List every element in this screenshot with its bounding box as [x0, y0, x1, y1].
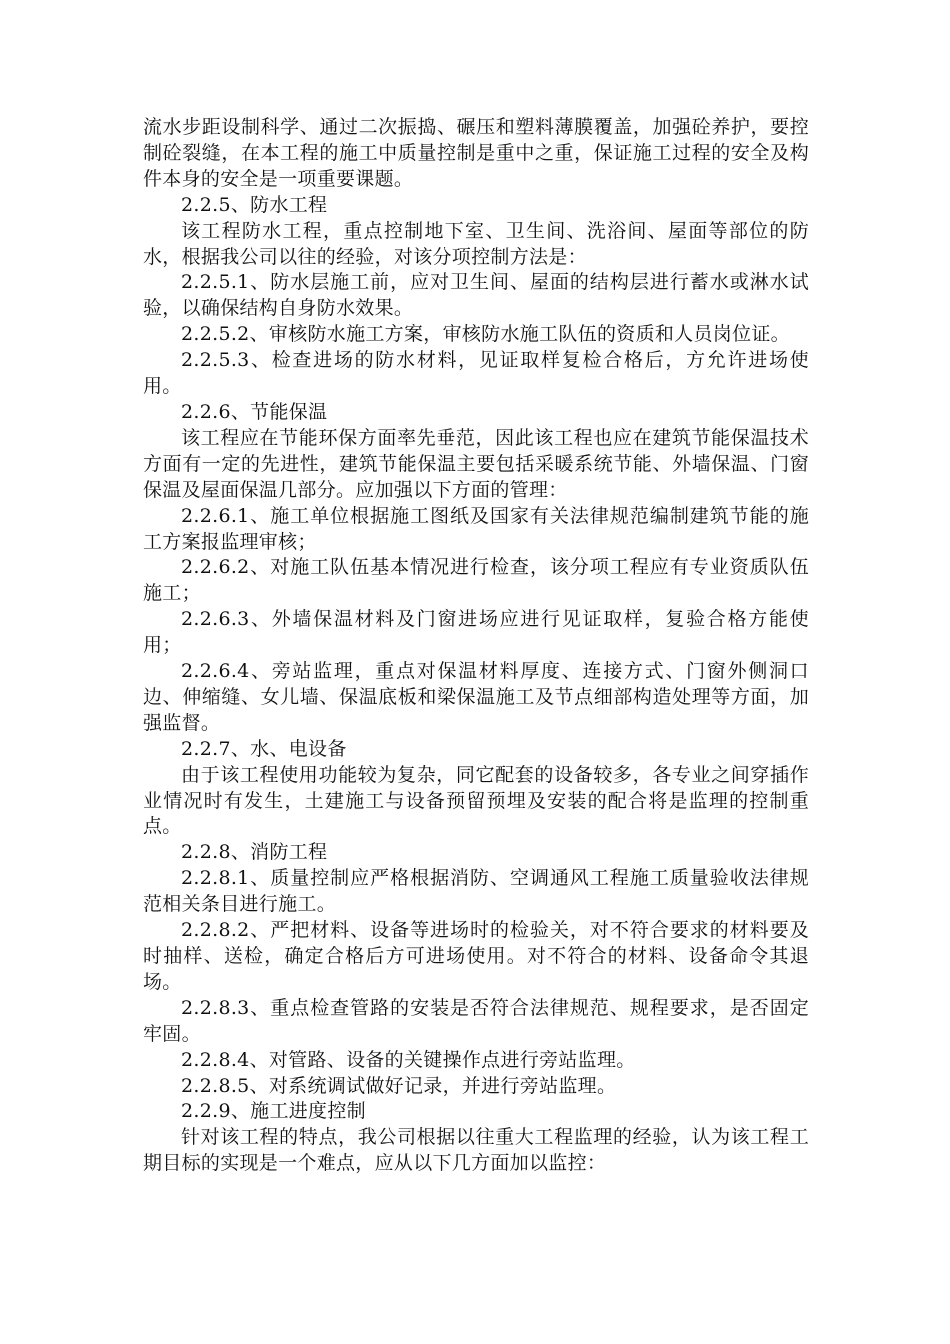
section-heading-2-2-6: 2.2.6、节能保温: [181, 400, 328, 423]
section-heading-2-2-5: 2.2.5、防水工程: [181, 193, 328, 216]
paragraph-4: 2.2.5.1、防水层施工前，应对卫生间、屋面的结构层进行蓄水或淋水试验，以确保结构自身防水效果。: [143, 271, 809, 320]
paragraph-14: 由于该工程使用功能较为复杂，同它配套的设备较多，各专业之间穿插作业情况时有发生，土建施工与设备预留预埋及安装的配合将是监理的控制重点。: [143, 763, 809, 838]
paragraph-20: 2.2.8.5、对系统调试做好记录，并进行旁站监理。: [181, 1074, 617, 1097]
paragraph-17: 2.2.8.2、严把材料、设备等进场时的检验关，对不符合要求的材料要及时抽样、送检，确定合格后方可进场使用。对不符合的材料、设备命令其退场。: [143, 919, 809, 993]
section-heading-2-2-9: 2.2.9、施工进度控制: [181, 1100, 366, 1123]
document-body: [143, 115, 809, 1177]
paragraph-22: 针对该工程的特点，我公司根据以往重大工程监理的经验，认为该工程工期目标的实现是一个难点，应从以下几方面加以监控：: [143, 1126, 809, 1175]
section-heading-2-2-8: 2.2.8、消防工程: [181, 841, 328, 864]
paragraph-19: 2.2.8.4、对管路、设备的关键操作点进行旁站监理。: [181, 1048, 636, 1071]
paragraph-16: 2.2.8.1、质量控制应严格根据消防、空调通风工程施工质量验收法律规范相关条目进行施工。: [143, 867, 809, 916]
paragraph-9: 2.2.6.1、施工单位根据施工图纸及国家有关法律规范编制建筑节能的施工方案报监理审核；: [143, 504, 809, 553]
paragraph-11: 2.2.6.3、外墙保温材料及门窗进场应进行见证取样，复验合格方能使用；: [143, 608, 809, 657]
paragraph-1: 流水步距设制科学、通过二次振捣、碾压和塑料薄膜覆盖，加强砼养护，要控制砼裂缝，在本工程的施工中质量控制是重中之重，保证施工过程的安全及构件本身的安全是一项重要课题。: [143, 116, 809, 190]
paragraph-18: 2.2.8.3、重点检查管路的安装是否符合法律规范、规程要求，是否固定牢固。: [143, 996, 809, 1045]
paragraph-3: 该工程防水工程，重点控制地下室、卫生间、洗浴间、屋面等部位的防水，根据我公司以往的经验，对该分项控制方法是：: [143, 219, 809, 268]
paragraph-8: 该工程应在节能环保方面率先垂范，因此该工程也应在建筑节能保温技术方面有一定的先进性，建筑节能保温主要包括采暖系统节能、外墙保温、门窗保温及屋面保温几部分。应加强以下方面的管理：: [143, 426, 809, 501]
paragraph-10: 2.2.6.2、对施工队伍基本情况进行检查，该分项工程应有专业资质队伍施工；: [143, 556, 809, 605]
paragraph-5: 2.2.5.2、审核防水施工方案，审核防水施工队伍的资质和人员岗位证。: [181, 323, 790, 346]
paragraph-12: 2.2.6.4、旁站监理，重点对保温材料厚度、连接方式、门窗外侧洞口边、伸缩缝、女儿墙、保温底板和梁保温施工及节点细部构造处理等方面，加强监督。: [143, 660, 809, 734]
section-heading-2-2-7: 2.2.7、水、电设备: [181, 737, 347, 760]
paragraph-6: 2.2.5.3、检查进场的防水材料，见证取样复检合格后，方允许进场使用。: [143, 349, 809, 398]
